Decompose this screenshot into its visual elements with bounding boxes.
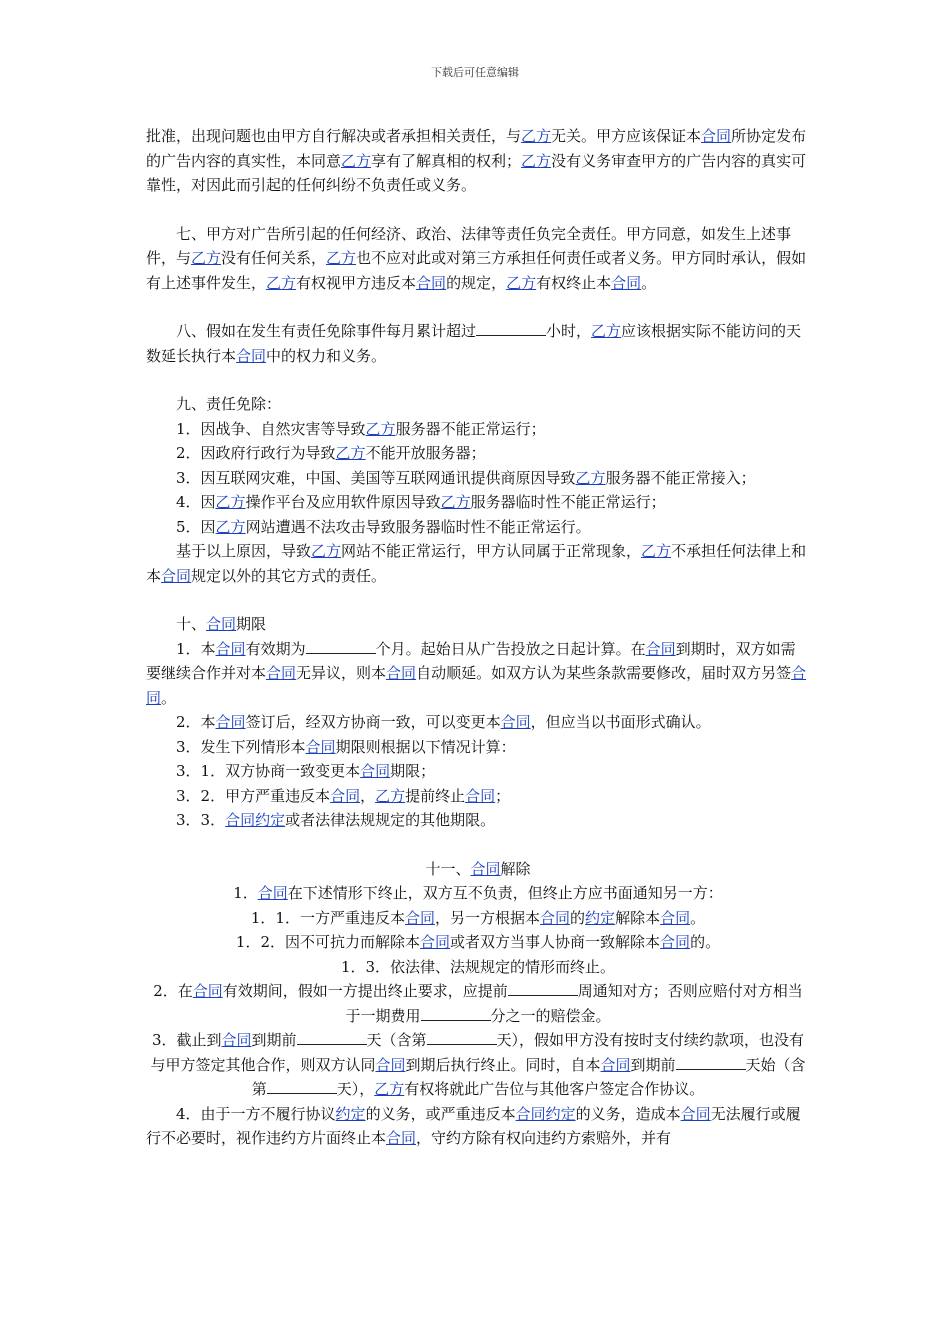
text-run: 1．2．因不可抗力而解除本 xyxy=(235,933,421,951)
term-link[interactable]: 合同 xyxy=(192,982,223,1000)
blank-field[interactable] xyxy=(297,1030,367,1045)
text-run: 有权终止本 xyxy=(536,273,612,292)
term-link[interactable]: 约定 xyxy=(585,908,616,927)
paragraph xyxy=(146,612,810,637)
text-run: 网站遭遇不法攻击导致服务器临时性不能正常运行。 xyxy=(245,517,591,536)
text-run: 2．因政府行政行为导致 xyxy=(176,444,336,462)
text-run: 3．3． xyxy=(176,811,226,829)
paragraph xyxy=(146,784,810,809)
text-run: 提前终止 xyxy=(405,786,466,805)
text-run: 小时， xyxy=(546,322,592,340)
term-link[interactable]: 乙方 xyxy=(335,444,366,462)
text-run: 1．本 xyxy=(176,639,216,658)
text-run: 5．因 xyxy=(176,517,216,536)
term-link[interactable]: 乙方 xyxy=(521,151,552,170)
text-run: 3．截止到 xyxy=(151,1031,222,1049)
paragraph xyxy=(146,955,810,980)
paragraph xyxy=(146,881,810,906)
term-link[interactable]: 乙方 xyxy=(266,273,297,292)
text-run: 服务器不能正常接入； xyxy=(605,468,756,487)
term-link[interactable]: 合同 xyxy=(215,639,246,658)
text-run: 的。 xyxy=(690,933,721,951)
blank-field[interactable] xyxy=(267,1079,337,1094)
term-link[interactable]: 合同 xyxy=(161,566,192,585)
text-run: 周通知对方；否则应赔付对方相当于一期费用 xyxy=(345,982,803,1025)
term-link[interactable]: 约定 xyxy=(335,1104,366,1123)
text-run: 1．因战争、自然灾害等导致 xyxy=(176,419,366,438)
text-run: 到期前 xyxy=(251,1031,297,1049)
text-run: 有权视甲方违反本 xyxy=(296,273,417,292)
paragraph xyxy=(146,930,810,955)
term-link[interactable]: 合同 xyxy=(465,786,496,805)
term-link[interactable]: 合同 xyxy=(660,908,691,927)
blank-field[interactable] xyxy=(421,1006,491,1021)
text-run: 解除本 xyxy=(615,908,661,927)
paragraph-gap xyxy=(146,833,810,857)
text-run: 享有了解真相的权利； xyxy=(371,151,522,170)
blank-field[interactable] xyxy=(476,321,546,336)
paragraph xyxy=(146,222,810,296)
text-run: 九、责任免除： xyxy=(176,395,282,413)
text-run: 或者双方当事人协商一致解除本 xyxy=(450,933,661,951)
term-link[interactable]: 乙方 xyxy=(641,542,672,560)
text-run: 无法履行或履行不必要时，视作违约方片面终止本 xyxy=(146,1104,801,1147)
text-run: 。 xyxy=(690,908,706,927)
term-link[interactable]: 乙方 xyxy=(521,127,552,145)
term-link[interactable]: 合同 xyxy=(645,639,676,658)
text-run: 天始（含第 xyxy=(251,1055,806,1098)
term-link[interactable]: 合同 xyxy=(500,713,531,731)
text-run: 不承担任何法律上和本 xyxy=(146,542,807,585)
text-run: 到期后执行终止。同时，自本 xyxy=(405,1055,601,1074)
text-run: 4．因 xyxy=(176,493,216,511)
text-run: 个月。起始日从广告投放之日起计算。在 xyxy=(375,639,646,658)
text-run: ，守约方除有权向违约方索赔外，并有 xyxy=(416,1129,672,1147)
term-link[interactable]: 合同 xyxy=(215,713,246,731)
term-link[interactable]: 合同 xyxy=(404,908,435,927)
text-run: 的 xyxy=(570,908,586,927)
paragraph xyxy=(146,466,810,491)
term-link[interactable]: 乙方 xyxy=(341,151,372,170)
contract-body xyxy=(146,124,810,1151)
term-link[interactable]: 合同 xyxy=(660,933,691,951)
term-link[interactable]: 合同 xyxy=(266,664,297,682)
term-link[interactable]: 合同 xyxy=(236,346,267,365)
text-run: 天）， xyxy=(336,1080,375,1098)
blank-field[interactable] xyxy=(306,639,376,654)
term-link[interactable]: 合同 xyxy=(611,273,642,292)
term-link[interactable]: 合同 xyxy=(146,664,807,707)
paragraph xyxy=(146,539,810,588)
term-link[interactable]: 合同 xyxy=(206,615,237,633)
text-run: 操作平台及应用软件原因导致 xyxy=(245,493,441,511)
paragraph xyxy=(146,1102,810,1151)
term-link[interactable]: 合同 xyxy=(305,737,336,756)
text-run: 有效期为 xyxy=(245,639,306,658)
paragraph xyxy=(146,906,810,931)
term-link[interactable]: 合同 xyxy=(420,933,451,951)
text-run: 网站不能正常运行，甲方认同属于正常现象， xyxy=(341,542,642,560)
text-run: 3．2．甲方严重违反本 xyxy=(176,786,331,805)
page-header: 下载后可任意编辑 xyxy=(431,66,519,79)
term-link[interactable]: 乙方 xyxy=(365,419,396,438)
text-run: 在下述情形下终止，双方互不负责，但终止方应书面通知另一方： xyxy=(287,884,723,902)
text-run: 规定以外的其它方式的责任。 xyxy=(191,566,387,585)
text-run: 应该根据实际不能访问的天数延长执行本 xyxy=(146,322,802,365)
blank-field[interactable] xyxy=(508,981,578,996)
paragraph xyxy=(146,515,810,540)
blank-field[interactable] xyxy=(427,1030,497,1045)
text-run: 十一、 xyxy=(425,859,471,878)
text-run: 天（含第 xyxy=(366,1031,427,1049)
text-run: 1．1．一方严重违反本 xyxy=(250,908,405,927)
term-link[interactable]: 合同 xyxy=(701,127,732,145)
term-link[interactable]: 乙方 xyxy=(191,249,222,267)
term-link[interactable]: 乙方 xyxy=(375,786,406,805)
text-run: 。 xyxy=(161,688,177,707)
text-run: 3．发生下列情形本 xyxy=(176,737,306,756)
text-run: 的义务，造成本 xyxy=(575,1104,681,1123)
text-run: 1． xyxy=(233,884,258,902)
text-run: 天），假如甲方没有按时支付续约款项，也没有与甲方签定其他合作，则双方认同 xyxy=(150,1031,805,1074)
text-run: 服务器临时性不能正常运行； xyxy=(470,493,666,511)
text-run: 无异议，则本 xyxy=(296,664,387,682)
term-link[interactable]: 合同 xyxy=(540,908,571,927)
paragraph-gap xyxy=(146,588,810,612)
term-link[interactable]: 合同约定 xyxy=(515,1104,576,1123)
term-link[interactable]: 乙方 xyxy=(215,517,246,536)
text-run: 。 xyxy=(641,273,657,292)
paragraph xyxy=(146,319,810,368)
text-run: 中的权力和义务。 xyxy=(266,346,387,365)
text-run: 3．因互联网灾难，中国、美国等互联网通讯提供商原因导致 xyxy=(176,468,576,487)
text-run: 2．本 xyxy=(176,713,216,731)
term-link[interactable]: 合同 xyxy=(600,1055,631,1074)
text-run: 基于以上原因，导致 xyxy=(176,542,312,560)
paragraph xyxy=(146,979,810,1028)
text-run: 服务器不能正常运行； xyxy=(395,419,546,438)
term-link[interactable]: 乙方 xyxy=(326,249,357,267)
paragraph xyxy=(146,417,810,442)
term-link[interactable]: 乙方 xyxy=(591,322,622,340)
text-run: 没有任何关系， xyxy=(221,249,327,267)
term-link[interactable]: 乙方 xyxy=(374,1080,405,1098)
blank-field[interactable] xyxy=(676,1055,746,1070)
text-run: 无关。甲方应该保证本 xyxy=(551,127,702,145)
text-run: 有权将就此广告位与其他客户签定合作协议。 xyxy=(404,1080,705,1098)
text-run: ， xyxy=(360,786,376,805)
term-link[interactable]: 乙方 xyxy=(311,542,342,560)
text-run: 1．3．依法律、法规规定的情形而终止。 xyxy=(340,957,616,976)
text-run: 的规定， xyxy=(446,273,507,292)
paragraph xyxy=(146,124,810,198)
text-run: 自动顺延。如双方认为某些条款需要修改，届时双方另签 xyxy=(416,664,792,682)
term-link[interactable]: 合同 xyxy=(470,859,501,878)
term-link[interactable]: 合同 xyxy=(680,1104,711,1123)
term-link[interactable]: 乙方 xyxy=(506,273,537,292)
term-link[interactable]: 合同 xyxy=(330,786,361,805)
text-run: 期限 xyxy=(236,615,267,633)
paragraph xyxy=(146,392,810,417)
text-run: 有效期间，假如一方提出终止要求，应提前 xyxy=(222,982,508,1000)
text-run: ； xyxy=(495,786,511,805)
text-run: ，但应当以书面形式确认。 xyxy=(530,713,711,731)
term-link[interactable]: 合同约定 xyxy=(225,811,286,829)
term-link[interactable]: 合同 xyxy=(360,762,391,780)
text-run: 3．1．双方协商一致变更本 xyxy=(176,762,361,780)
paragraph xyxy=(146,735,810,760)
paragraph-gap xyxy=(146,368,810,392)
term-link[interactable]: 乙方 xyxy=(440,493,471,511)
text-run: 签订后，经双方协商一致，可以变更本 xyxy=(245,713,501,731)
paragraph-gap xyxy=(146,198,810,222)
paragraph xyxy=(146,1028,810,1102)
text-run: 到期前 xyxy=(630,1055,676,1074)
text-run: 分之一的赔偿金。 xyxy=(490,1006,611,1025)
paragraph-gap xyxy=(146,295,810,319)
text-run: 不能开放服务器； xyxy=(365,444,486,462)
text-run: 4．由于一方不履行协议 xyxy=(176,1104,336,1123)
paragraph xyxy=(146,857,810,882)
paragraph xyxy=(146,759,810,784)
term-link[interactable]: 合同 xyxy=(386,664,417,682)
text-run: 批准，出现问题也由甲方自行解决或者承担相关责任，与 xyxy=(146,127,522,145)
text-run: 也不应对此或对第三方承担任何责任或者义务。甲方同时承认，假如有上述事件发生， xyxy=(146,249,807,292)
term-link[interactable]: 乙方 xyxy=(215,493,246,511)
text-run: ，另一方根据本 xyxy=(435,908,541,927)
paragraph xyxy=(146,808,810,833)
term-link[interactable]: 合同 xyxy=(386,1129,417,1147)
text-run: 十、 xyxy=(176,615,207,633)
paragraph xyxy=(146,441,810,466)
text-run: 七、甲方对广告所引起的任何经济、政治、法律等责任负完全责任。甲方同意，如发生上述事件，与 xyxy=(146,224,792,267)
term-link[interactable]: 合同 xyxy=(416,273,447,292)
paragraph xyxy=(146,637,810,711)
text-run: 期限； xyxy=(390,762,436,780)
text-run: 的义务，或严重违反本 xyxy=(365,1104,516,1123)
term-link[interactable]: 合同 xyxy=(257,884,288,902)
text-run: 八、假如在发生有责任免除事件每月累计超过 xyxy=(176,322,477,340)
text-run: 或者法律法规规定的其他期限。 xyxy=(285,811,496,829)
term-link[interactable]: 合同 xyxy=(375,1055,406,1074)
paragraph xyxy=(146,710,810,735)
text-run: 没有义务审查甲方的广告内容的真实可靠性，对因此而引起的任何纠纷不负责任或义务。 xyxy=(146,151,807,194)
text-run: 到期时，双方如需要继续合作并对本 xyxy=(146,639,796,682)
text-run: 解除 xyxy=(500,859,531,878)
text-run: 所协定发布的广告内容的真实性，本同意 xyxy=(146,127,807,170)
text-run: 2．在 xyxy=(153,982,193,1000)
text-run: 期限则根据以下情况计算： xyxy=(335,737,516,756)
paragraph xyxy=(146,490,810,515)
term-link[interactable]: 乙方 xyxy=(575,468,606,487)
term-link[interactable]: 合同 xyxy=(221,1031,252,1049)
